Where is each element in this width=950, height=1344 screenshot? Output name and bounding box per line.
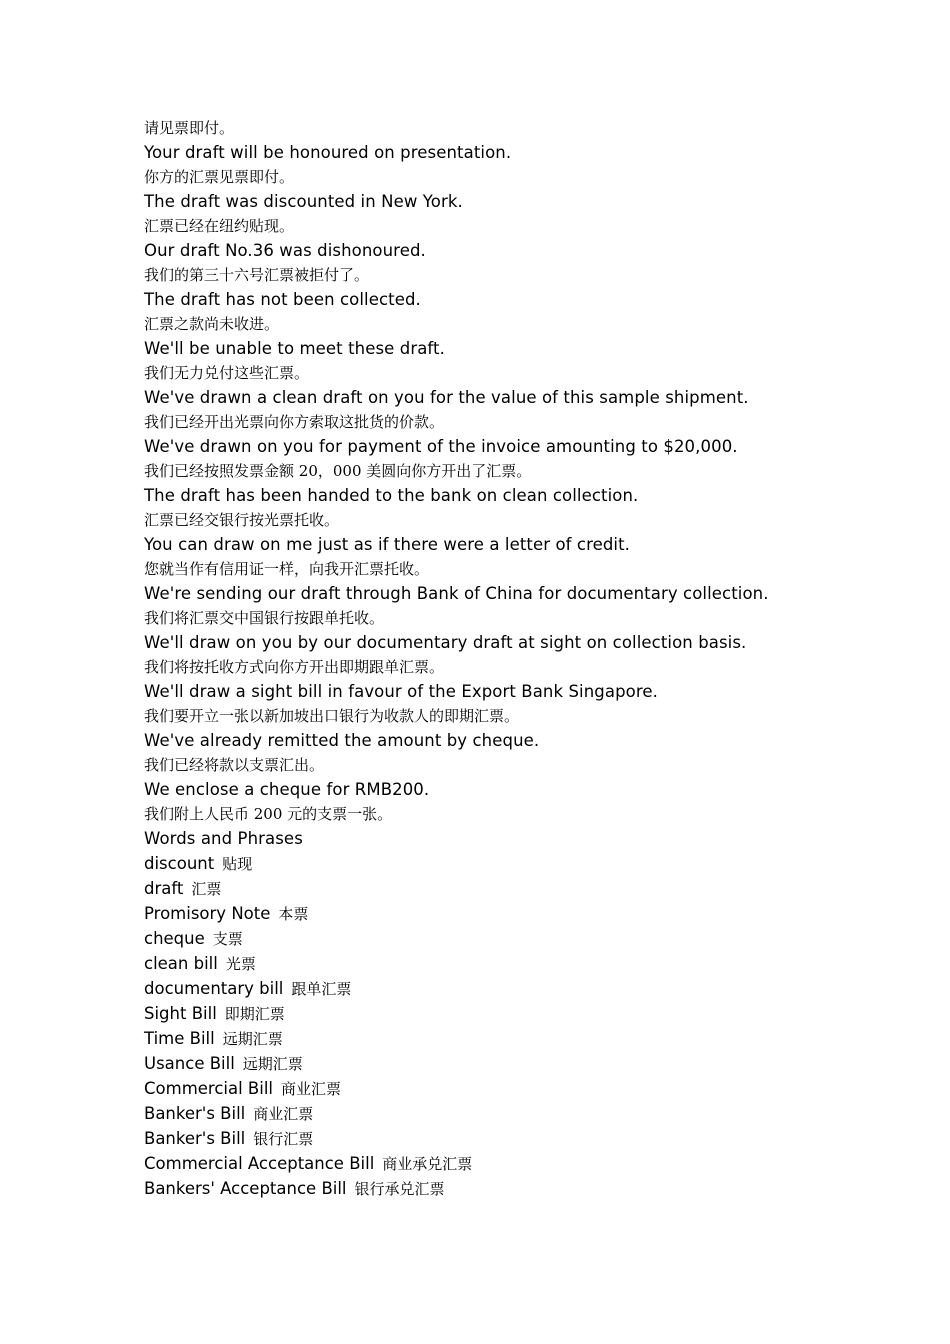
term-chinese: 商业汇票 (253, 1105, 314, 1123)
sentence-english: We've drawn on you for payment of the invoice amounting to $20,000. (144, 437, 738, 456)
sentence-chinese: 我们已经按照发票金额 20，000 美圆向你方开出了汇票。 (144, 462, 532, 480)
term-english: cheque (144, 929, 205, 948)
term-english: clean bill (144, 954, 218, 973)
term-english: Sight Bill (144, 1004, 217, 1023)
sentence-chinese: 汇票已经交银行按光票托收。 (144, 511, 340, 529)
term-row (144, 1051, 924, 1076)
sentence-chinese: 汇票已经在纽约贴现。 (144, 217, 295, 235)
document-page (144, 116, 924, 1201)
sentence-english: We'll draw a sight bill in favour of the Export Bank Singapore. (144, 682, 658, 701)
term-chinese: 光票 (225, 955, 256, 973)
sentence-english: We'll be unable to meet these draft. (144, 339, 445, 358)
term-row (144, 1076, 924, 1101)
sentence-english: The draft has been handed to the bank on clean collection. (144, 486, 639, 505)
term-chinese: 远期汇票 (222, 1030, 283, 1048)
term-chinese: 汇票 (191, 880, 222, 898)
sentence-english: We'll draw on you by our documentary draft at sight on collection basis. (144, 633, 747, 652)
sentence-english: The draft has not been collected. (144, 290, 421, 309)
term-chinese: 贴现 (222, 855, 253, 873)
term-english: Promisory Note (144, 904, 271, 923)
term-list (144, 851, 924, 1201)
sentence-chinese: 我们的第三十六号汇票被拒付了。 (144, 266, 370, 284)
sentence-chinese: 我们无力兑付这些汇票。 (144, 364, 310, 382)
term-chinese: 商业承兑汇票 (382, 1155, 473, 1173)
sentence-english: Our draft No.36 was dishonoured. (144, 241, 426, 260)
term-row (144, 1001, 924, 1026)
sentence-english: We've drawn a clean draft on you for the value of this sample shipment. (144, 388, 749, 407)
sentence-chinese: 您就当作有信用证一样，向我开汇票托收。 (144, 560, 430, 578)
sentence-english: You can draw on me just as if there were a letter of credit. (144, 535, 631, 554)
term-english: Usance Bill (144, 1054, 235, 1073)
term-chinese: 支票 (212, 930, 243, 948)
sentence-english: We're sending our draft through Bank of China for documentary collection. (144, 584, 769, 603)
sentence-chinese: 我们要开立一张以新加坡出口银行为收款人的即期汇票。 (144, 707, 520, 725)
sentence-english: We enclose a cheque for RMB200. (144, 780, 430, 799)
term-row (144, 1026, 924, 1051)
term-row (144, 851, 924, 876)
term-row (144, 1151, 924, 1176)
term-row (144, 876, 924, 901)
term-chinese: 远期汇票 (242, 1055, 303, 1073)
term-english: Bankers' Acceptance Bill (144, 1179, 347, 1198)
sentence-english: We've already remitted the amount by cheque. (144, 731, 540, 750)
sentence-chinese: 汇票之款尚未收进。 (144, 315, 280, 333)
term-english: Banker's Bill (144, 1104, 246, 1123)
sentence-chinese: 我们将汇票交中国银行按跟单托收。 (144, 609, 385, 627)
term-chinese: 即期汇票 (224, 1005, 285, 1023)
sentence-list (144, 116, 924, 826)
term-row (144, 1176, 924, 1201)
sentence-english: Your draft will be honoured on presentation. (144, 143, 512, 162)
term-row (144, 1126, 924, 1151)
sentence-chinese: 请见票即付。 (144, 119, 235, 137)
term-row (144, 976, 924, 1001)
sentence-chinese: 你方的汇票见票即付。 (144, 168, 295, 186)
term-english: Commercial Acceptance Bill (144, 1154, 375, 1173)
term-english: Time Bill (144, 1029, 215, 1048)
term-row (144, 926, 924, 951)
term-row (144, 951, 924, 976)
term-english: documentary bill (144, 979, 284, 998)
term-row (144, 1101, 924, 1126)
sentence-chinese: 我们附上人民币 200 元的支票一张。 (144, 805, 393, 823)
sentence-chinese: 我们已经将款以支票汇出。 (144, 756, 325, 774)
term-chinese: 跟单汇票 (291, 980, 352, 998)
term-english: Commercial Bill (144, 1079, 274, 1098)
term-english: draft (144, 879, 184, 898)
term-chinese: 商业汇票 (281, 1080, 342, 1098)
term-chinese: 银行汇票 (253, 1130, 314, 1148)
term-chinese: 本票 (278, 905, 309, 923)
sentence-chinese: 我们将按托收方式向你方开出即期跟单汇票。 (144, 658, 445, 676)
term-english: discount (144, 854, 215, 873)
sentence-english: The draft was discounted in New York. (144, 192, 463, 211)
sentence-chinese: 我们已经开出光票向你方索取这批货的价款。 (144, 413, 445, 431)
words-heading: Words and Phrases (144, 829, 303, 848)
term-english: Banker's Bill (144, 1129, 246, 1148)
term-chinese: 银行承兑汇票 (354, 1180, 445, 1198)
term-row (144, 901, 924, 926)
